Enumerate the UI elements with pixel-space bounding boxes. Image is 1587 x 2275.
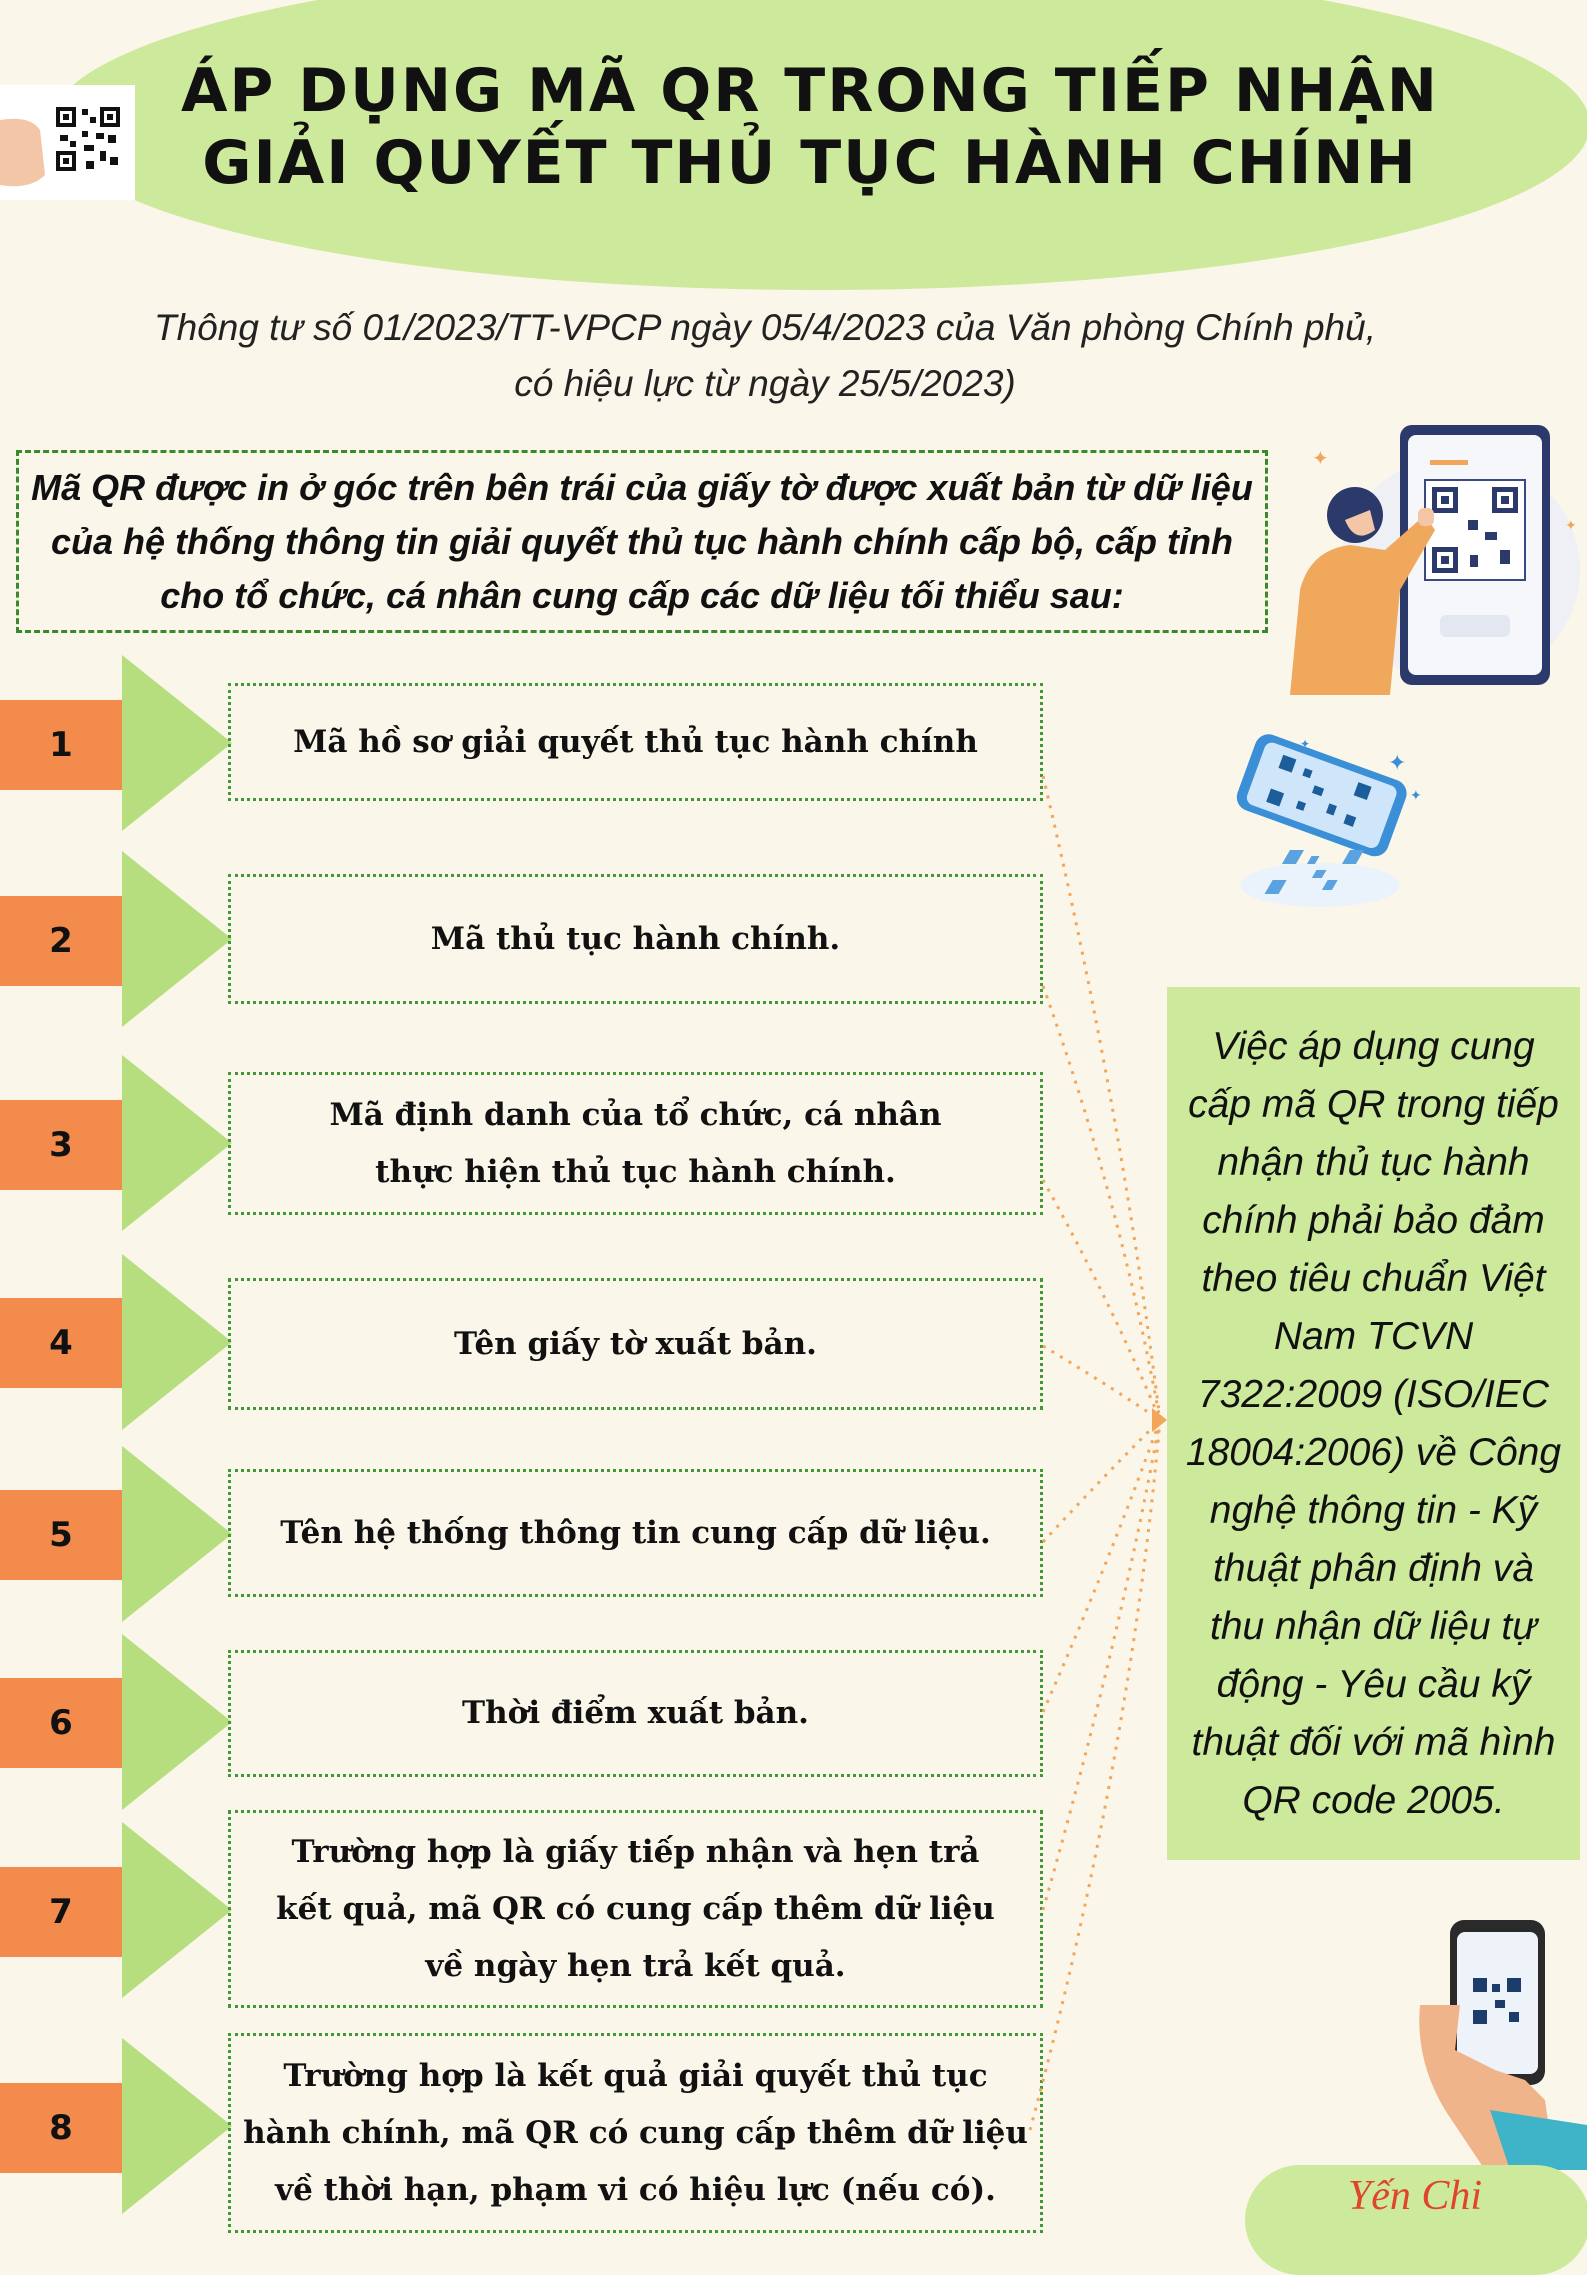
step-number: 2 (0, 896, 122, 986)
step-number: 4 (0, 1298, 122, 1388)
step-number: 7 (0, 1867, 122, 1957)
note-line: QR code 2005. (1242, 1778, 1505, 1822)
step-box (228, 683, 1043, 801)
step-text: hành chính, mã QR có cung cấp thêm dữ liệu (243, 2114, 1028, 2151)
step-text: thực hiện thủ tục hành chính. (375, 1153, 896, 1190)
step-text: về thời hạn, phạm vi có hiệu lực (nếu có). (275, 2171, 996, 2208)
title-line-2: GIẢI QUYẾT THỦ TỤC HÀNH CHÍNH (202, 128, 1418, 198)
note-line: 18004:2006) về Công (1185, 1430, 1562, 1474)
note-line: nghệ thông tin - Kỹ (1209, 1488, 1538, 1532)
step-text: về ngày hẹn trả kết quả. (425, 1947, 846, 1984)
note-line: Việc áp dụng cung (1212, 1024, 1535, 1068)
svg-text:✦: ✦ (1388, 751, 1407, 776)
man-scanning-phone-illustration (1290, 420, 1587, 695)
phone-qr-code-illustration (1210, 730, 1440, 920)
step-box (228, 1650, 1043, 1777)
note-line: theo tiêu chuẩn Việt (1201, 1256, 1546, 1300)
step-box (228, 1810, 1043, 2008)
subtitle (100, 300, 1430, 412)
svg-text:✦: ✦ (1312, 446, 1329, 470)
step-text: Tên giấy tờ xuất bản. (454, 1325, 817, 1362)
hand-qr-card-icon (0, 85, 135, 200)
step-box (228, 874, 1043, 1004)
step-box (228, 1072, 1043, 1215)
subtitle-line-1: Thông tư số 01/2023/TT-VPCP ngày 05/4/2023 của Văn phòng Chính phủ, (153, 307, 1376, 348)
subtitle-line-2: có hiệu lực từ ngày 25/5/2023) (514, 363, 1016, 404)
step-text: Mã thủ tục hành chính. (430, 920, 841, 957)
step-number: 8 (0, 2083, 122, 2173)
svg-text:✦: ✦ (1565, 518, 1577, 534)
hand-holding-phone-illustration (1415, 1910, 1587, 2170)
note-line: động - Yêu cầu kỹ (1216, 1662, 1531, 1706)
step-text: Trường hợp là kết quả giải quyết thủ tục (283, 2057, 988, 2094)
step-arrow-icon (122, 655, 232, 831)
step-arrow-icon (122, 1446, 232, 1622)
note-line: thuật phân định và (1213, 1546, 1534, 1590)
standard-note-box (1167, 987, 1580, 1860)
step-text: Mã định danh của tổ chức, cá nhân (329, 1096, 942, 1133)
intro-line-3: cho tổ chức, cá nhân cung cấp các dữ liệu tối thiểu sau: (160, 574, 1124, 616)
intro-line-2: của hệ thống thông tin giải quyết thủ tục hành chính cấp bộ, cấp tỉnh (51, 520, 1233, 562)
note-line: thuật đối với mã hình (1191, 1720, 1556, 1764)
step-arrow-icon (122, 1634, 232, 1810)
title-line-1: ÁP DỤNG MÃ QR TRONG TIẾP NHẬN (181, 56, 1439, 126)
svg-text:✦: ✦ (1410, 788, 1422, 804)
step-box (228, 2033, 1043, 2233)
step-arrow-icon (122, 2038, 232, 2214)
step-text: Trường hợp là giấy tiếp nhận và hẹn trả (291, 1833, 980, 1870)
step-box (228, 1469, 1043, 1597)
step-text: Tên hệ thống thông tin cung cấp dữ liệu. (280, 1514, 991, 1551)
step-number: 1 (0, 700, 122, 790)
author-signature: Yến Chi (1347, 2173, 1483, 2219)
step-box (228, 1278, 1043, 1410)
svg-text:✦: ✦ (1300, 737, 1311, 751)
step-arrow-icon (122, 1055, 232, 1231)
step-number: 3 (0, 1100, 122, 1190)
note-line: cấp mã QR trong tiếp (1188, 1082, 1559, 1126)
intro-line-1: Mã QR được in ở góc trên bên trái của giấy tờ được xuất bản từ dữ liệu (31, 466, 1253, 508)
step-text: Mã hồ sơ giải quyết thủ tục hành chính (293, 723, 978, 760)
note-line: thu nhận dữ liệu tự (1209, 1604, 1537, 1648)
step-text: Thời điểm xuất bản. (462, 1695, 809, 1731)
step-arrow-icon (122, 1254, 232, 1430)
step-arrow-icon (122, 1822, 232, 1998)
note-line: Nam TCVN (1273, 1314, 1474, 1358)
step-arrow-icon (122, 851, 232, 1027)
note-line: 7322:2009 (ISO/IEC (1197, 1372, 1550, 1416)
note-line: nhận thủ tục hành (1217, 1140, 1530, 1184)
step-number: 6 (0, 1678, 122, 1768)
intro-box (16, 450, 1268, 633)
page-title (160, 55, 1460, 199)
note-line: chính phải bảo đảm (1202, 1198, 1545, 1242)
step-text: kết quả, mã QR có cung cấp thêm dữ liệu (276, 1890, 995, 1927)
step-number: 5 (0, 1490, 122, 1580)
